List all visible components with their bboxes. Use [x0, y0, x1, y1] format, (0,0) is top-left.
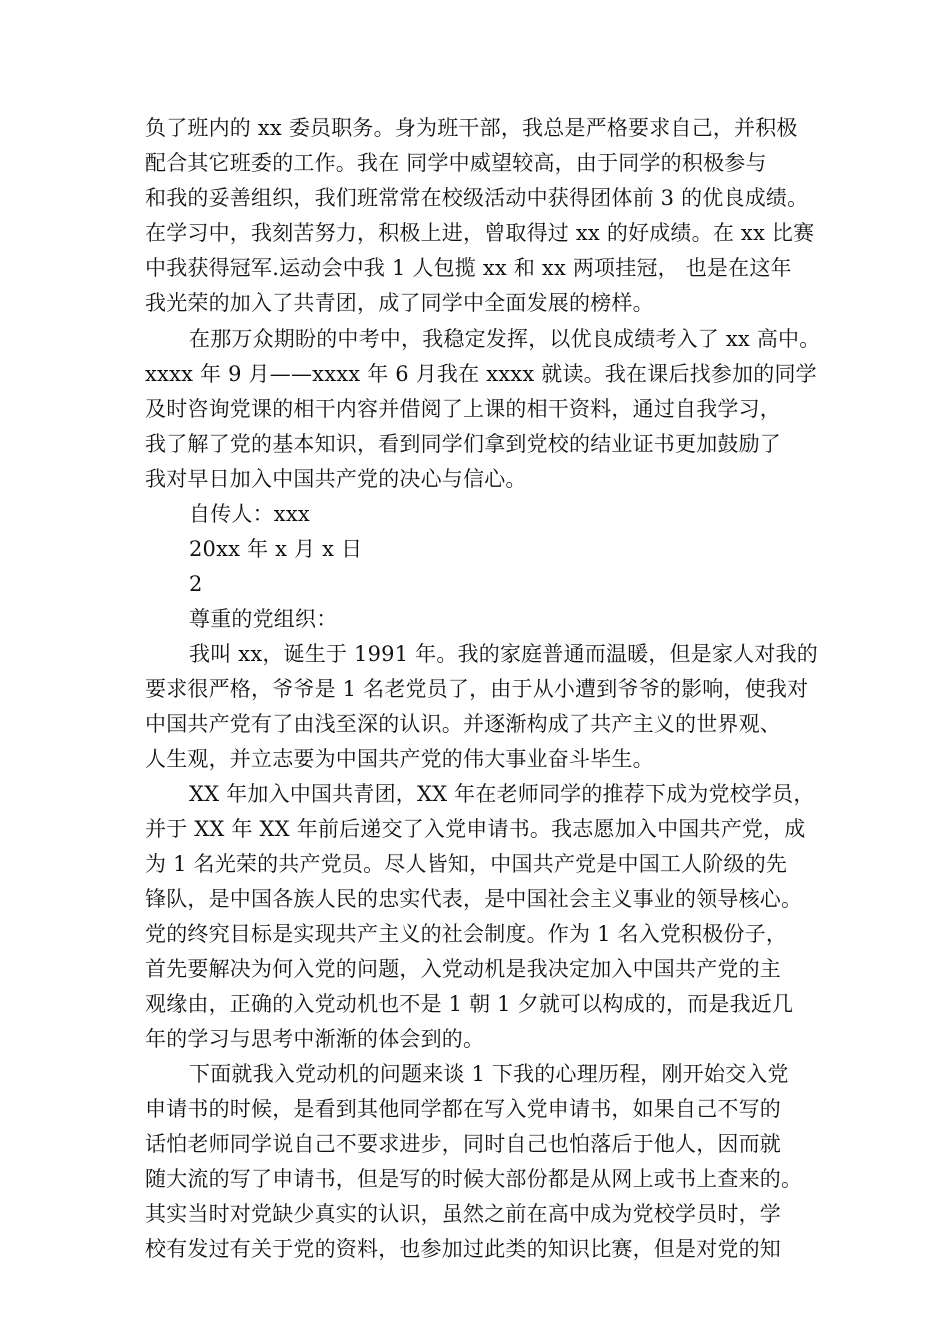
paragraph-start: XX 年加入中国共青团，XX 年在老师同学的推荐下成为党校学员， [189, 782, 815, 806]
text-line: 中我获得冠军.运动会中我 1 人包揽 xx 和 xx 两项挂冠， 也是在这年 [145, 256, 792, 280]
text-line: 党的终究目标是实现共产主义的社会制度。作为 1 名入党积极份子， [145, 922, 788, 946]
text-line: 申请书的时候，是看到其他同学都在写入党申请书，如果自己不写的 [145, 1097, 781, 1121]
text-line: 观缘由，正确的入党动机也不是 1 朝 1 夕就可以构成的，而是我近几 [145, 992, 794, 1016]
salutation: 尊重的党组织： [189, 607, 338, 631]
text-line: 并于 XX 年 XX 年前后递交了入党申请书。我志愿加入中国共产党，成 [145, 817, 806, 841]
signature-date: 20xx 年 x 月 x 日 [189, 537, 363, 561]
text-line: 和我的妥善组织，我们班常常在校级活动中获得团体前 3 的优良成绩。 [145, 186, 809, 210]
text-line: 人生观，并立志要为中国共产党的伟大事业奋斗毕生。 [145, 747, 654, 771]
text-line: xxxx 年 9 月——xxxx 年 6 月我在 xxxx 就读。我在课后找参加的同学 [145, 362, 817, 386]
text-line: 其实当时对党缺少真实的认识，虽然之前在高中成为党校学员时，学 [145, 1202, 781, 1226]
text-line: 年的学习与思考中渐渐的体会到的。 [145, 1027, 485, 1051]
text-line: 中国共产党有了由浅至深的认识。并逐渐构成了共产主义的世界观、 [145, 712, 781, 736]
text-line: 我了解了党的基本知识，看到同学们拿到党校的结业证书更加鼓励了 [145, 432, 781, 456]
paragraph-start: 下面就我入党动机的问题来谈 1 下我的心理历程，刚开始交入党 [189, 1062, 789, 1086]
paragraph-start: 我叫 xx，诞生于 1991 年。我的家庭普通而温暖，但是家人对我的 [189, 642, 818, 666]
text-line: 配合其它班委的工作。我在 同学中威望较高，由于同学的积极参与 [145, 151, 767, 175]
text-line: 要求很严格，爷爷是 1 名老党员了，由于从小遭到爷爷的影响，使我对 [145, 677, 809, 701]
text-line: 锋队，是中国各族人民的忠实代表，是中国社会主义事业的领导核心。 [145, 887, 803, 911]
text-line: 首先要解决为何入党的问题，入党动机是我决定加入中国共产党的主 [145, 957, 781, 981]
text-line: 为 1 名光荣的共产党员。尽人皆知，中国共产党是中国工人阶级的先 [145, 852, 788, 876]
text-line: 校有发过有关于党的资料，也参加过此类的知识比赛，但是对党的知 [145, 1237, 781, 1261]
text-line: 在学习中，我刻苦努力，积极上进，曾取得过 xx 的好成绩。在 xx 比赛 [145, 221, 815, 245]
author-signature: 自传人：xxx [189, 502, 310, 526]
section-number: 2 [189, 572, 203, 596]
text-line: 我对早日加入中国共产党的决心与信心。 [145, 467, 527, 491]
text-line: 及时咨询党课的相干内容并借阅了上课的相干资料，通过自我学习， [145, 397, 781, 421]
text-line: 负了班内的 xx 委员职务。身为班干部，我总是严格要求自己，并积极 [145, 116, 798, 140]
text-line: 我光荣的加入了共青团，成了同学中全面发展的榜样。 [145, 291, 654, 315]
text-line: 随大流的写了申请书，但是写的时候大部份都是从网上或书上查来的。 [145, 1167, 803, 1191]
text-line: 话怕老师同学说自己不要求进步，同时自己也怕落后于他人，因而就 [145, 1132, 781, 1156]
paragraph-start: 在那万众期盼的中考中，我稳定发挥，以优良成绩考入了 xx 高中。 [189, 327, 821, 351]
